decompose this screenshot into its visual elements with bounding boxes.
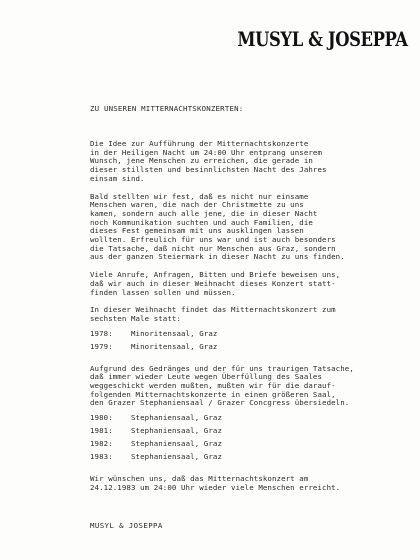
venue-row bbox=[90, 343, 412, 356]
paragraph-requests: Viele Anrufe, Anfragen, Bitten und Briefe beweisen uns, daß wir auch in dieser Weihnacht dieses Konzert statt- finden lassen sollen und müssen. bbox=[90, 270, 341, 297]
venue-year: 1981: bbox=[90, 426, 113, 436]
venue-place: Stephaniensaal, Graz bbox=[131, 452, 222, 462]
venue-list-minoritensaal bbox=[90, 330, 412, 356]
venue-year: 1979: bbox=[90, 341, 113, 351]
venue-place: Stephaniensaal, Graz bbox=[131, 426, 222, 436]
letter-body bbox=[90, 140, 412, 502]
paragraph-closing: Wir wünschen uns, daß das Mitternachtskonzert am 24.12.1983 um 24:00 Uhr wieder viele Menschen erreicht. bbox=[90, 474, 341, 492]
paragraph-idea: Die Idee zur Aufführung der Mitternachtskonzerte in der Heiligen Nacht um 24:00 Uhr entprang unserem Wunsch, jene Menschen zu erreichen, die gerade in dieser stillsten und besinnlichsten Nacht des Jahres einsam sind. bbox=[90, 139, 327, 183]
paragraph-relocation: Aufgrund des Gedränges und der für uns traurigen Tatsache, daß immer wieder Leute wegen Überfüllung des Saales weggeschickt werden mußten, mußten wir für die darauf- folgenden Mitternachtskonzerte in einen größeren Saal, den Grazer Stephaniensaal / Grazer Concgress übersiedeln. bbox=[90, 363, 354, 408]
paragraph-sixth-time: In dieser Weihnacht findet das Mitternachtskonzert zum sechsten Male statt: bbox=[90, 305, 336, 323]
venue-place: Minoritensaal, Graz bbox=[131, 328, 218, 338]
venue-year: 1983: bbox=[90, 452, 113, 462]
venue-year: 1982: bbox=[90, 439, 113, 449]
venue-place: Stephaniensaal, Graz bbox=[131, 413, 222, 423]
venue-year: 1980: bbox=[90, 413, 113, 423]
letterhead-logo: MUSYL & JOSEPPA bbox=[237, 27, 408, 51]
letter-heading: ZU UNSEREN MITTERNACHTSKONZERTEN: bbox=[90, 104, 244, 113]
venue-row bbox=[90, 330, 412, 343]
paragraph-audience: Bald stellten wir fest, daß es nicht nur einsame Menschen waren, die nach der Christmette zu uns kamen, sondern auch alle jene, die in dieser Nacht noch Kommunikation suchten und auch Familien, die dieses Fest gemeinsam mit uns ausklingen lassen wollten. Erfreulich für uns war und ist auch besonders die Tatsache, daß nicht nur Menschen aus Graz, sondern aus der ganzen Steiermark in dieser Nacht zu uns finden. bbox=[90, 191, 345, 262]
venue-year: 1978: bbox=[90, 328, 113, 338]
venue-place: Minoritensaal, Graz bbox=[131, 341, 218, 351]
signature-line: MUSYL & JOSEPPA bbox=[90, 521, 163, 530]
venue-row bbox=[90, 453, 412, 466]
venue-list-stephaniensaal bbox=[90, 414, 412, 466]
venue-place: Stephaniensaal, Graz bbox=[131, 439, 222, 449]
